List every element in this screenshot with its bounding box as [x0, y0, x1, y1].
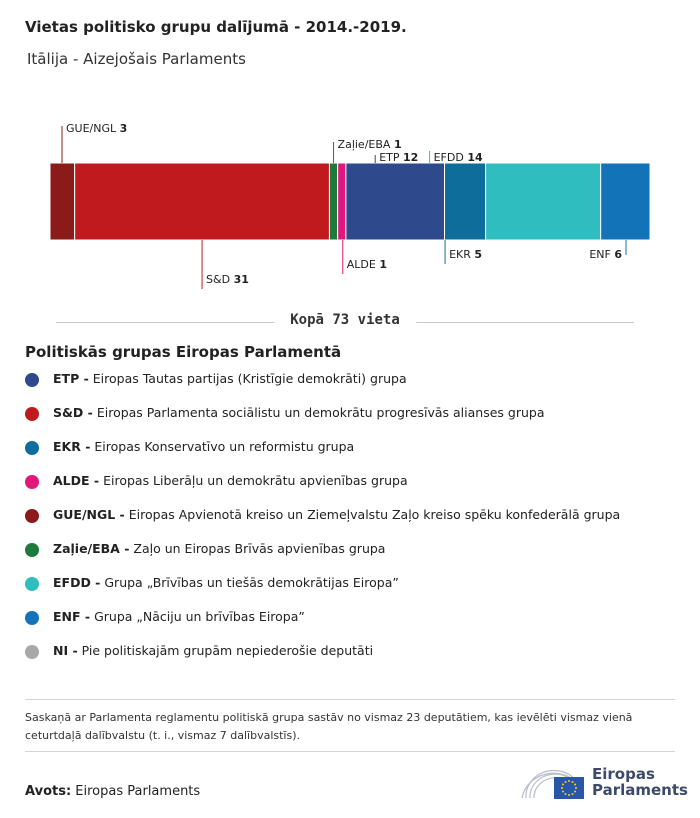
eu-star-icon: [565, 781, 567, 783]
legend-color-dot: [25, 577, 39, 591]
legend-description: Eiropas Parlamenta sociālistu un demokrātu progresīvās alianses grupa: [96, 405, 545, 420]
bar-segment-alde: [338, 163, 346, 240]
segment-label-za-ie-eba: Zaļie/EBA 1: [337, 138, 402, 151]
logo-text-line2: Parlaments: [592, 781, 688, 799]
legend-color-dot: [25, 373, 39, 387]
legend-description: Eiropas Liberāļu un demokrātu apvienības grupa: [103, 473, 408, 488]
eu-star-icon: [562, 791, 564, 793]
legend-color-dot: [25, 645, 39, 659]
eu-star-icon: [575, 787, 577, 789]
footnote-divider-top: [25, 699, 675, 700]
bar-segment-sandd: [75, 163, 330, 240]
eu-star-icon: [572, 781, 574, 783]
legend-item: [25, 575, 620, 609]
segment-label-efdd: EFDD 14: [433, 151, 483, 164]
segment-label-etp: ETP 12: [379, 151, 419, 164]
legend-description: Pie politiskajām grupām nepiederošie deputāti: [81, 643, 374, 658]
eu-star-icon: [574, 791, 576, 793]
legend-abbr: ENF -: [53, 609, 91, 624]
source-label: Avots:: [25, 784, 72, 799]
legend-item: [25, 507, 620, 541]
chart-title: Vietas politisko grupu dalījumā - 2014.-2019.: [25, 18, 407, 36]
legend-item: [25, 371, 620, 405]
footnote: Saskaņā ar Parlamenta reglamentu politiskā grupa sastāv no vismaz 23 deputātiem, kas ievēlēti vismaz vienā ceturtdaļā dalībvalstu (t. i., vismaz 7 dalībvalstīs).: [25, 711, 633, 742]
legend-color-dot: [25, 407, 39, 421]
stacked-bar-chart: [0, 100, 700, 300]
legend-abbr: S&D -: [53, 405, 93, 420]
legend-item: [25, 541, 620, 575]
legend-abbr: EKR -: [53, 439, 91, 454]
legend-item: [25, 439, 620, 473]
bar-segment-enf: [601, 163, 650, 240]
legend-color-dot: [25, 441, 39, 455]
bar-segment-ekr: [445, 163, 486, 240]
legend-item: [25, 643, 620, 677]
legend-description: Eiropas Tautas partijas (Kristīgie demokrāti) grupa: [92, 371, 407, 386]
legend-description: Eiropas Apvienotā kreiso un Ziemeļvalstu Zaļo kreiso spēku konfederālā grupa: [128, 507, 621, 522]
logo-text: [592, 766, 688, 798]
legend-abbr: ETP -: [53, 371, 89, 386]
total-seats-label: Kopā 73 vieta: [274, 312, 416, 328]
legend-abbr: GUE/NGL -: [53, 507, 125, 522]
bar-segment-efdd: [486, 163, 601, 240]
legend-description: Grupa „Nāciju un brīvības Eiropa”: [94, 609, 305, 624]
eu-star-icon: [561, 787, 563, 789]
eu-star-icon: [574, 784, 576, 786]
segment-label-enf: ENF 6: [589, 248, 622, 261]
legend-abbr: Zaļie/EBA -: [53, 541, 130, 556]
eu-star-icon: [565, 793, 567, 795]
bar-segment-etp: [346, 163, 445, 240]
segment-label-gue-ngl: GUE/NGL 3: [66, 122, 128, 135]
legend-description: Grupa „Brīvības un tiešās demokrātijas Eiropa”: [104, 575, 399, 590]
legend-abbr: EFDD -: [53, 575, 101, 590]
logo-text-line1: Eiropas: [592, 765, 655, 783]
legend-title: Politiskās grupas Eiropas Parlamentā: [25, 343, 342, 361]
parliament-hemicycle-icon: [520, 764, 586, 802]
legend-description: Zaļo un Eiropas Brīvās apvienības grupa: [133, 541, 386, 556]
legend: [25, 371, 620, 677]
legend-abbr: NI -: [53, 643, 78, 658]
segment-label-alde: ALDE 1: [346, 258, 388, 271]
legend-color-dot: [25, 543, 39, 557]
chart-subtitle: Itālija - Aizejošais Parlaments: [27, 50, 246, 68]
european-parliament-logo: [520, 764, 688, 802]
total-seats: [56, 312, 634, 332]
eu-star-icon: [568, 780, 570, 782]
segment-label-sandd: S&D 31: [206, 273, 249, 286]
legend-color-dot: [25, 509, 39, 523]
segment-label-ekr: EKR 5: [449, 248, 483, 261]
legend-description: Eiropas Konservatīvo un reformistu grupa: [94, 439, 355, 454]
bar-segment-gue-ngl: [50, 163, 75, 240]
source-line: [25, 784, 200, 799]
bar-segment-za-ie-eba: [329, 163, 337, 240]
eu-star-icon: [562, 784, 564, 786]
legend-color-dot: [25, 475, 39, 489]
eu-star-icon: [572, 793, 574, 795]
source-value: Eiropas Parlaments: [75, 784, 201, 799]
legend-abbr: ALDE -: [53, 473, 100, 488]
footnote-divider-bottom: [25, 751, 675, 752]
legend-item: [25, 405, 620, 439]
legend-item: [25, 609, 620, 643]
eu-star-icon: [568, 794, 570, 796]
legend-color-dot: [25, 611, 39, 625]
legend-item: [25, 473, 620, 507]
